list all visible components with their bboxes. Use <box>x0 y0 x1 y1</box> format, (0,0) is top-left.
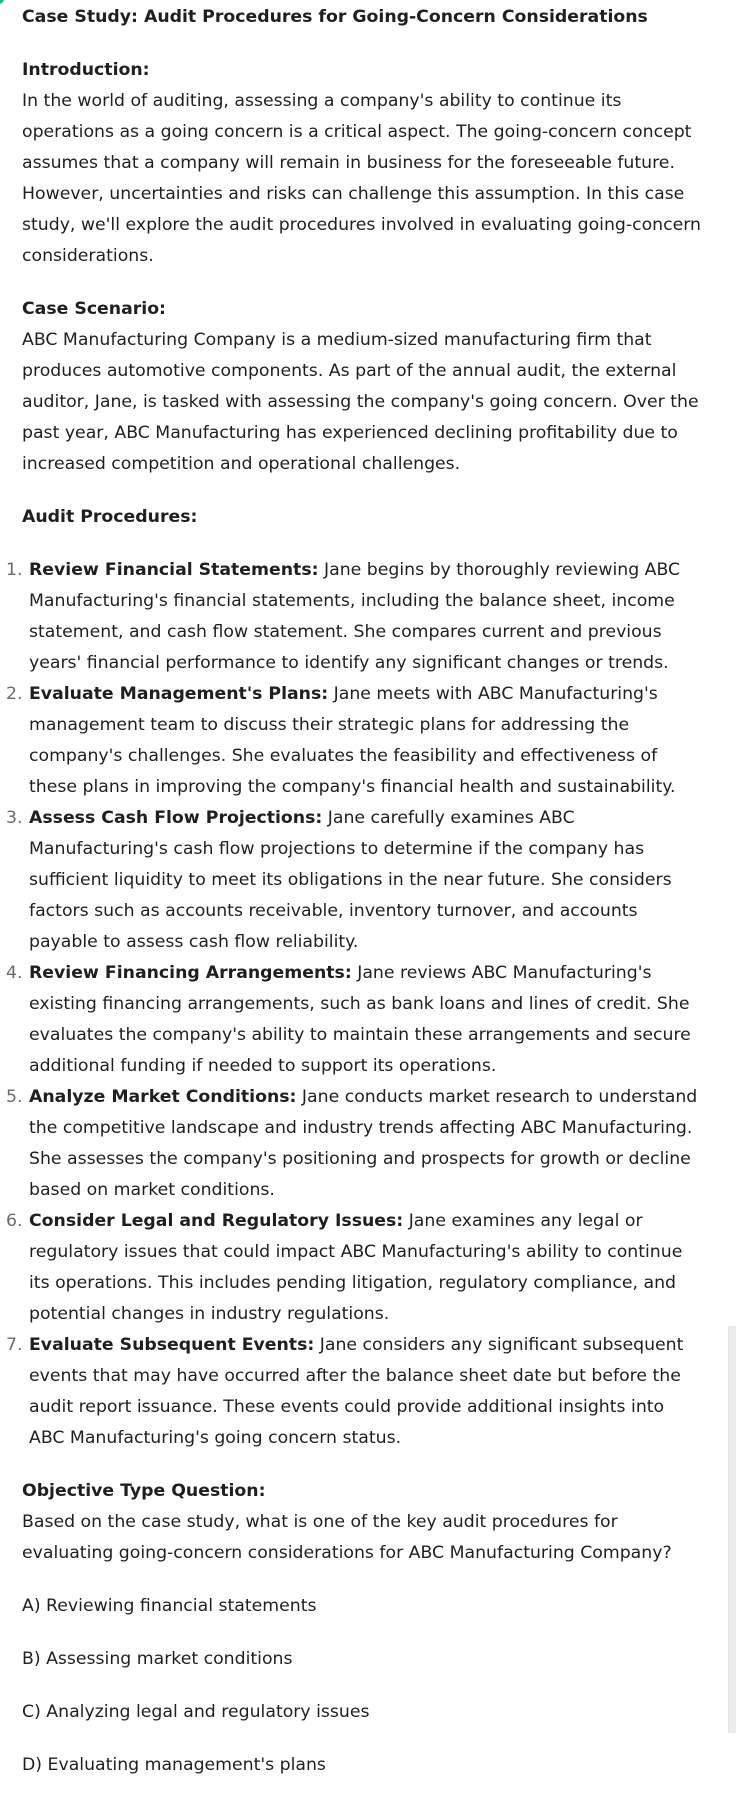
procedures-heading: Audit Procedures: <box>22 507 198 527</box>
procedure-term: Analyze Market Conditions: <box>29 1087 297 1107</box>
list-item <box>6 1330 702 1454</box>
list-item <box>6 803 702 958</box>
procedure-term: Assess Cash Flow Projections: <box>29 808 323 828</box>
list-item <box>6 555 702 679</box>
answer-option-c: C) Analyzing legal and regulatory issues <box>22 1702 370 1722</box>
procedures-list <box>6 555 702 1454</box>
procedure-term: Consider Legal and Regulatory Issues: <box>29 1211 404 1231</box>
introduction-heading: Introduction: <box>22 60 150 80</box>
list-number: 2. <box>6 684 23 704</box>
list-number: 5. <box>6 1087 23 1107</box>
question-section <box>22 1476 702 1569</box>
procedure-term: Evaluate Management's Plans: <box>29 684 329 704</box>
accent-dot <box>0 0 4 4</box>
list-number: 7. <box>6 1335 23 1355</box>
scenario-heading: Case Scenario: <box>22 299 166 319</box>
procedure-text: Jane considers any significant subsequent events that may have occurred after the balance sheet date but before the audit report issuance. These events could provide additional insights into ABC Manufacturing's going concern status. <box>29 1335 684 1448</box>
list-item <box>6 679 702 803</box>
question-heading: Objective Type Question: <box>22 1481 266 1501</box>
answer-option-d: D) Evaluating management's plans <box>22 1755 326 1775</box>
procedure-text: Jane reviews ABC Manufacturing's existing financing arrangements, such as bank loans and lines of credit. She evaluates the company's ability to maintain these arrangements and secure additional funding if needed to support its operations. <box>29 963 691 1076</box>
page-title: Case Study: Audit Procedures for Going-Concern Considerations <box>22 7 648 27</box>
procedure-text: Jane conducts market research to understand the competitive landscape and industry trends affecting ABC Manufacturing. She assesses the company's positioning and prospects for growth or decline based on market conditions. <box>29 1087 698 1200</box>
list-number: 3. <box>6 808 23 828</box>
question-text: Based on the case study, what is one of the key audit procedures for evaluating going-concern considerations for ABC Manufacturing Company? <box>22 1512 672 1563</box>
list-item <box>6 1206 702 1330</box>
scrollbar-track[interactable] <box>728 1326 736 1733</box>
introduction-text: In the world of auditing, assessing a company's ability to continue its operations as a going concern is a critical aspect. The going-concern concept assumes that a company will remain in business for the foreseeable future. However, uncertainties and risks can challenge this assumption. In this case study, we'll explore the audit procedures involved in evaluating going-concern considerations. <box>22 91 702 266</box>
scenario-section <box>22 294 702 480</box>
list-item <box>6 1082 702 1206</box>
message-content <box>6 2 702 1803</box>
procedure-text: Jane examines any legal or regulatory issues that could impact ABC Manufacturing's ability to continue its operations. This includes pending litigation, regulatory compliance, and potential changes in industry regulations. <box>29 1211 683 1324</box>
list-number: 1. <box>6 560 23 580</box>
procedure-term: Evaluate Subsequent Events: <box>29 1335 315 1355</box>
procedure-text: Jane carefully examines ABC Manufacturing's cash flow projections to determine if the company has sufficient liquidity to meet its obligations in the near future. She considers factors such as accounts receivable, inventory turnover, and accounts payable to assess cash flow reliability. <box>29 808 672 952</box>
answer-option-a: A) Reviewing financial statements <box>22 1596 317 1616</box>
procedure-text: Jane begins by thoroughly reviewing ABC Manufacturing's financial statements, including the balance sheet, income statement, and cash flow statement. She compares current and previous years' financial performance to identify any significant changes or trends. <box>29 560 681 673</box>
list-number: 6. <box>6 1211 23 1231</box>
list-number: 4. <box>6 963 23 983</box>
procedure-term: Review Financial Statements: <box>29 560 319 580</box>
introduction-section <box>22 55 702 272</box>
answer-option-b: B) Assessing market conditions <box>22 1649 293 1669</box>
list-item <box>6 958 702 1082</box>
procedure-term: Review Financing Arrangements: <box>29 963 352 983</box>
scenario-text: ABC Manufacturing Company is a medium-sized manufacturing firm that produces automotive components. As part of the annual audit, the external auditor, Jane, is tasked with assessing the company's going concern. Over the past year, ABC Manufacturing has experienced declining profitability due to increased competition and operational challenges. <box>22 330 699 474</box>
procedure-text: Jane meets with ABC Manufacturing's management team to discuss their strategic plans for addressing the company's challenges. She evaluates the feasibility and effectiveness of these plans in improving the company's financial health and sustainability. <box>29 684 676 797</box>
